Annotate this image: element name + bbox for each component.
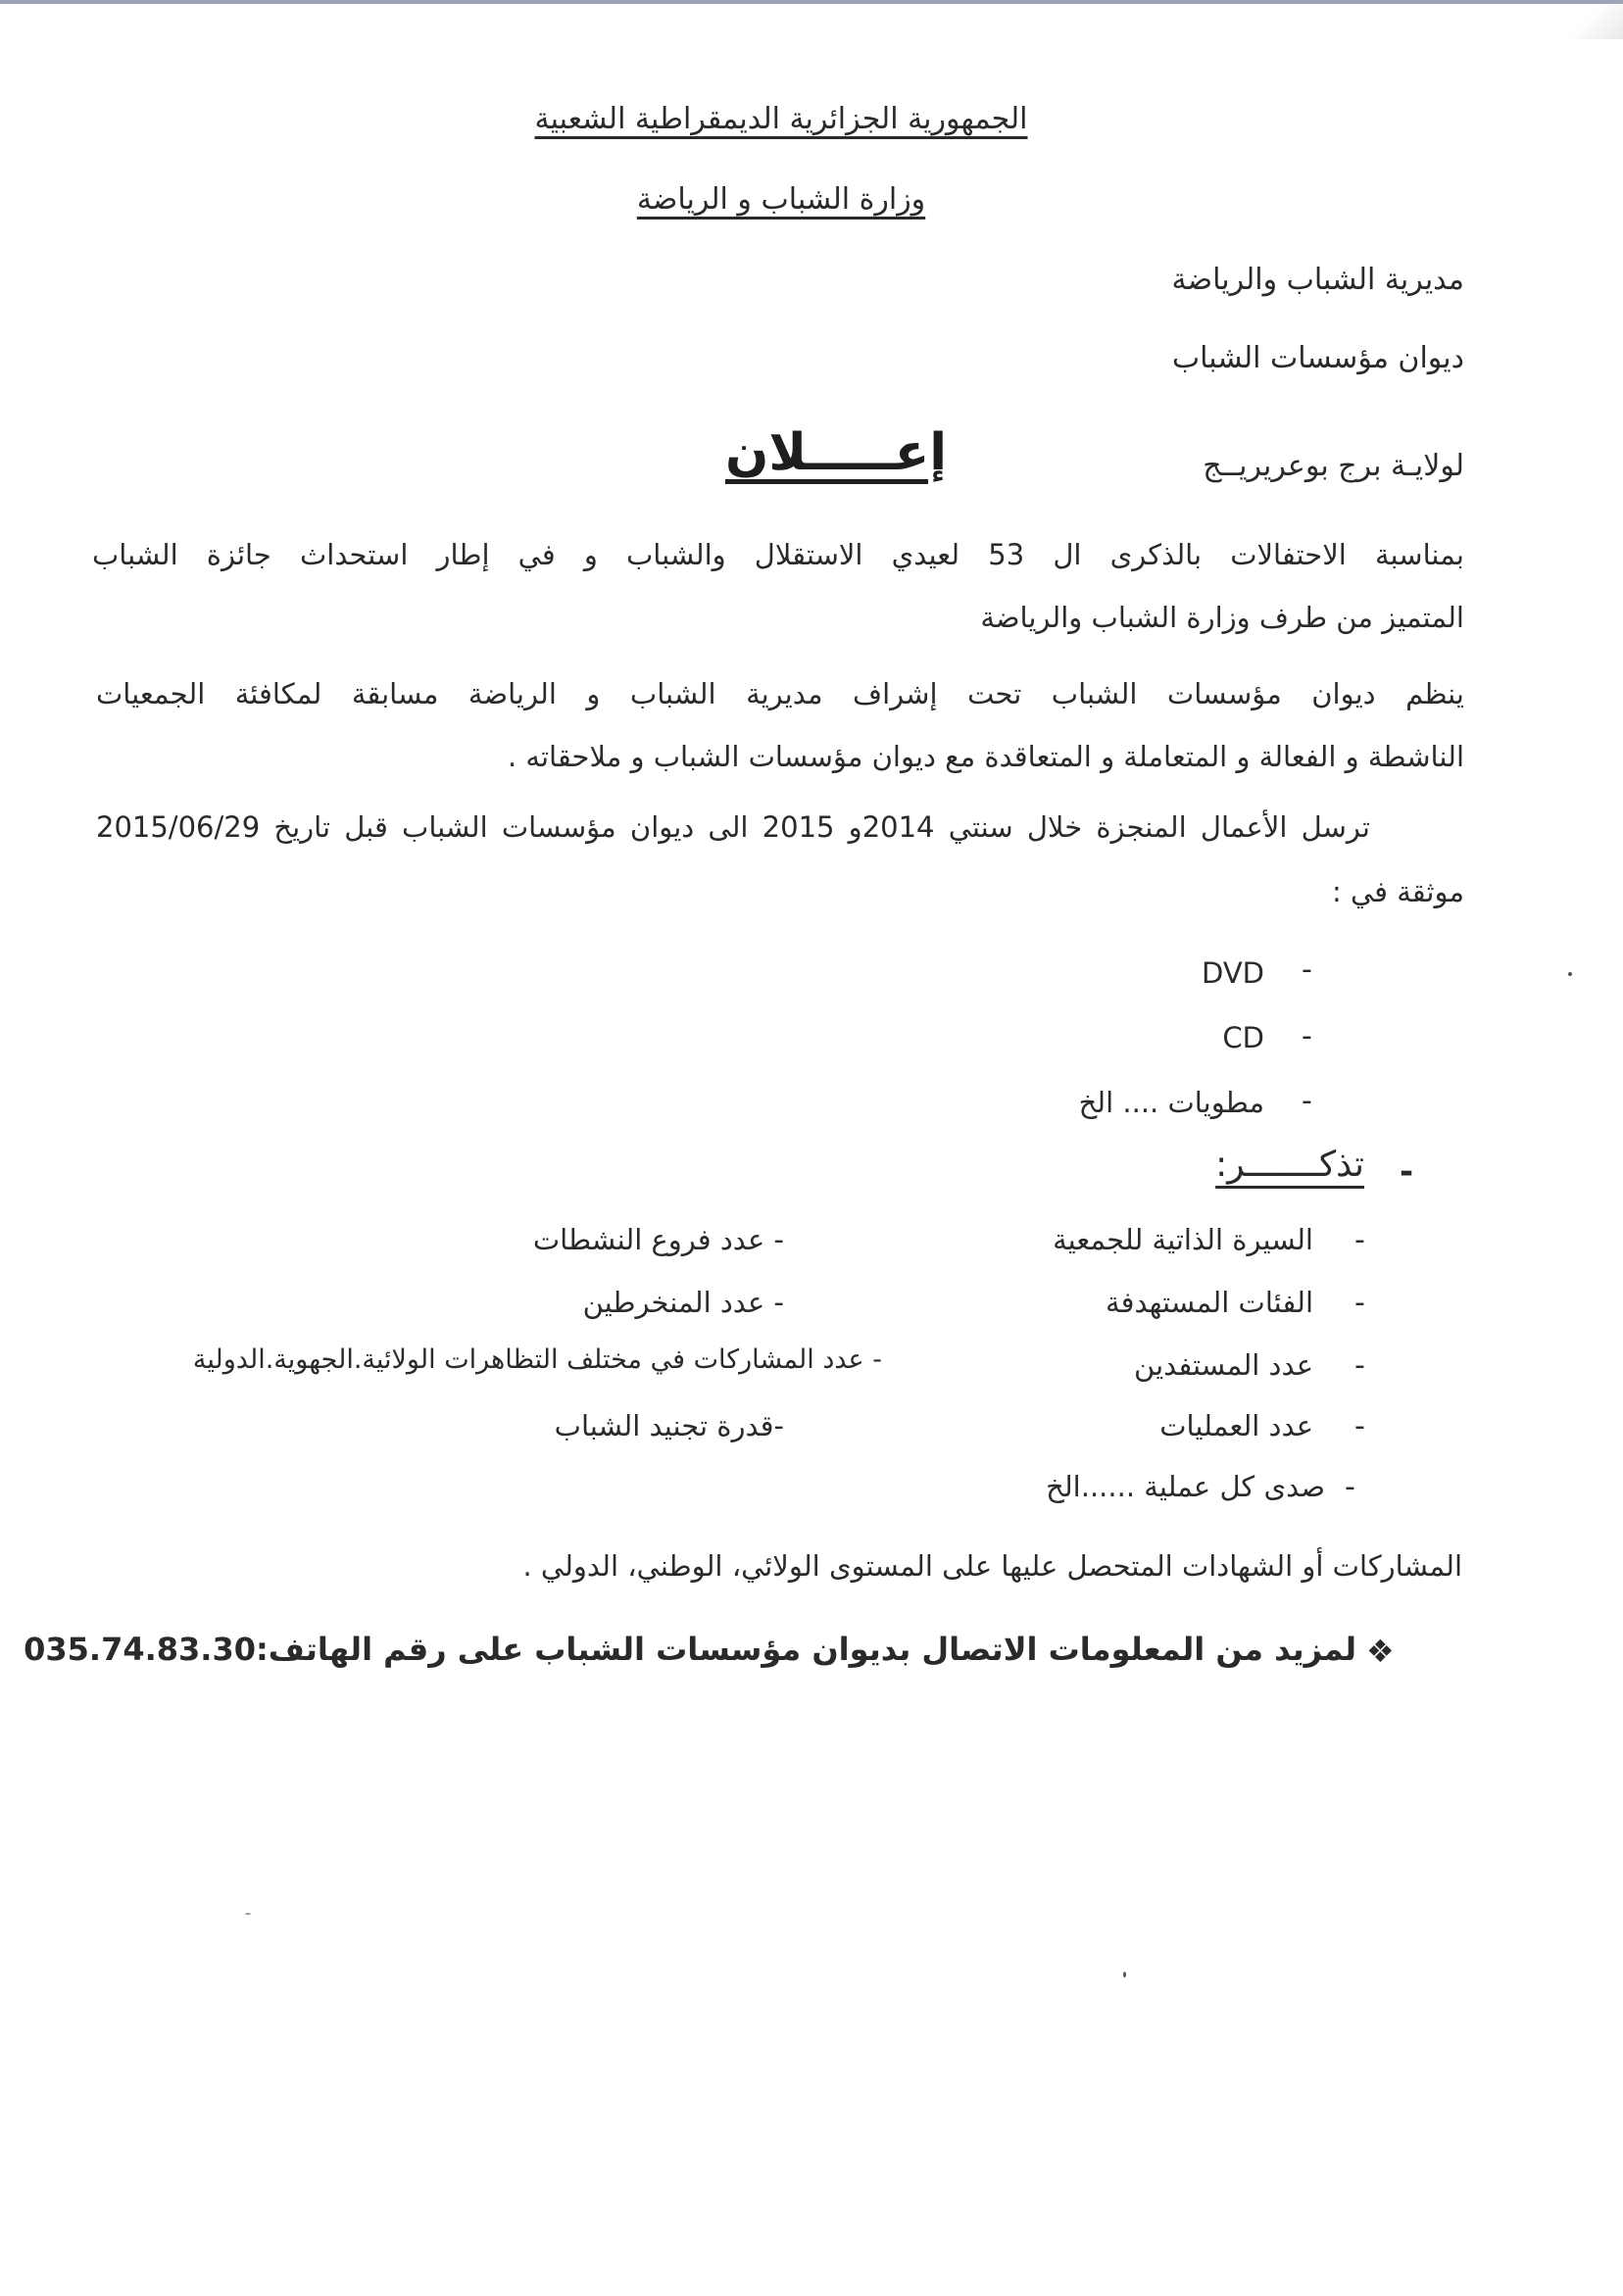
- media-item-leaflets: مطويات .... الخ: [1078, 1086, 1264, 1119]
- scan-speck: [1568, 972, 1572, 976]
- criteria-left-2: - عدد المنخرطين: [582, 1286, 784, 1319]
- office-label: ديوان مؤسسات الشباب: [1171, 341, 1464, 375]
- paragraph-3-line-2: موثقة في :: [1331, 875, 1464, 908]
- media-dash-1: -: [1302, 953, 1312, 987]
- criteria-right-4: عدد العمليات: [1159, 1409, 1313, 1442]
- paragraph-1-line-1: بمناسبة الاحتفالات بالذكرى ال 53 لعيدي الاستقلال والشباب و في إطار استحداث جائزة الشباب: [92, 538, 1464, 571]
- criteria-dash-2: -: [1354, 1286, 1365, 1320]
- paragraph-3-line-1: ترسل الأعمال المنجزة خلال سنتي 2014و 2015 الى ديوان مؤسسات الشباب قبل تاريخ 2015/06/29: [96, 810, 1370, 844]
- criteria-right-3: عدد المستفدين: [1134, 1348, 1313, 1382]
- media-dash-3: -: [1302, 1084, 1312, 1118]
- scan-speck: [1123, 1972, 1126, 1978]
- paragraph-2-line-2: الناشطة و الفعالة و المتعاملة و المتعاقدة مع ديوان مؤسسات الشباب و ملاحقاته .: [507, 740, 1464, 773]
- contact-line: لمزيد من المعلومات الاتصال بديوان مؤسسات الشباب على رقم الهاتف:035.74.83.30: [24, 1631, 1356, 1668]
- criteria-left-4: -قدرة تجنيد الشباب: [554, 1409, 784, 1442]
- media-item-dvd: DVD: [1202, 956, 1264, 990]
- diamond-bullet-icon: ❖: [1366, 1633, 1395, 1670]
- scan-edge-shadow: [1568, 0, 1623, 39]
- scan-speck: [245, 1913, 251, 1915]
- remember-dash: -: [1400, 1152, 1414, 1192]
- criteria-dash-3: -: [1354, 1348, 1365, 1383]
- criteria-dash-5: -: [1345, 1470, 1355, 1504]
- announcement-title: إعـــــلان: [725, 423, 948, 482]
- criteria-dash-4: -: [1354, 1409, 1365, 1443]
- criteria-left-1: - عدد فروع النشطات: [532, 1223, 784, 1256]
- criteria-left-3: - عدد المشاركات في مختلف التظاهرات الولائية.الجهوية.الدولية: [192, 1344, 882, 1375]
- remember-heading: تذكـــــــر:: [1215, 1145, 1364, 1185]
- criteria-dash-1: -: [1354, 1223, 1365, 1257]
- paragraph-2-line-1: ينظم ديوان مؤسسات الشباب تحت إشراف مديرية الشباب و الرياضة مسابقة لمكافئة الجمعيات: [96, 677, 1464, 710]
- criteria-right-5: صدى كل عملية ......الخ: [1046, 1470, 1325, 1503]
- media-dash-2: -: [1302, 1019, 1312, 1053]
- directorate-label: مديرية الشباب والرياضة: [1171, 263, 1464, 297]
- criteria-right-2: الفئات المستهدفة: [1106, 1286, 1313, 1319]
- paragraph-1-line-2: المتميز من طرف وزارة الشباب والرياضة: [980, 601, 1464, 634]
- republic-heading: الجمهورية الجزائرية الديمقراطية الشعبية: [534, 102, 1028, 136]
- media-item-cd: CD: [1222, 1021, 1264, 1054]
- certificates-line: المشاركات أو الشهادات المتحصل عليها على المستوى الولائي، الوطني، الدولي .: [522, 1549, 1462, 1583]
- ministry-heading: وزارة الشباب و الرياضة: [636, 182, 926, 217]
- province-label: لولايـة برج بوعريريــج: [1203, 449, 1464, 483]
- criteria-right-1: السيرة الذاتية للجمعية: [1053, 1223, 1313, 1256]
